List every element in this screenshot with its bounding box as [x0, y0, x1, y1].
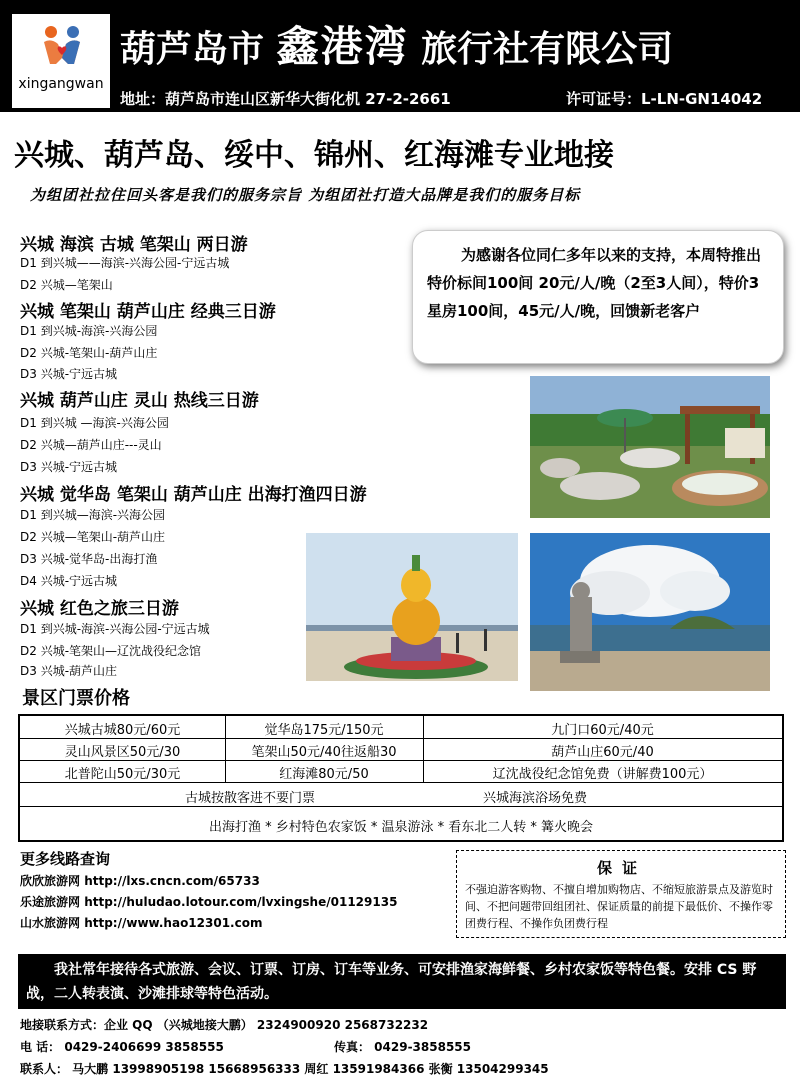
more-routes-title: 更多线路查询 — [20, 850, 111, 868]
route-day: D1 到兴城-海滨-兴海公园 — [20, 324, 158, 338]
route-title-2: 兴城 笔架山 葫芦山庄 经典三日游 — [20, 302, 276, 322]
garden-photo — [530, 376, 770, 518]
promo-box — [412, 230, 784, 364]
route-title-5: 兴城 红色之旅三日游 — [20, 599, 179, 619]
slogan: 为组团社拉住回头客是我们的服务宗旨 为组团社打造大品牌是我们的服务目标 — [30, 186, 581, 204]
table-cell: 觉华岛175元/150元 — [264, 723, 384, 738]
site-name: 欣欣旅游网 — [20, 874, 81, 888]
guarantee-text: 不强迫游客购物、不擅自增加购物店、不缩短旅游景点及游览时间、不把问题带回组团社、保证质量的前提下最低价、不操作零团费行程、不操作负团费行程 — [465, 883, 773, 930]
logo-text: xingangwan — [18, 76, 104, 92]
route-day: D2 兴城—笔架山 — [20, 278, 113, 292]
site-name: 山水旅游网 — [20, 916, 81, 930]
table-cell: 九门口60元/40元 — [551, 723, 654, 738]
site-url: http://lxs.cncn.com/65733 — [84, 874, 260, 888]
table-cell: 辽沈战役纪念馆免费（讲解费100元） — [492, 767, 713, 782]
site-link-shanshui[interactable] — [20, 914, 262, 931]
company-name — [120, 14, 790, 76]
services-text: 我社常年接待各式旅游、会议、订票、订房、订车等业务、可安排渔家海鲜餐、乡村农家饭等特色餐。安排 CS 野战，二人转表演、沙滩排球等特色活动。 — [26, 962, 757, 1002]
route-day: D3 兴城-宁远古城 — [20, 367, 118, 381]
contact-qq: 地接联系方式：企业 QQ （兴城地接大鹏） 2324900920 2568732232 — [20, 1018, 429, 1032]
page-headline: 兴城、葫芦岛、绥中、锦州、红海滩专业地接 — [14, 138, 614, 173]
contact-fax: 传真： 0429-3858555 — [334, 1040, 472, 1054]
route-day: D1 到兴城——海滨-兴海公园-宁远古城 — [20, 256, 230, 270]
ticket-price-table — [18, 714, 784, 842]
table-cell: 北普陀山50元/30元 — [64, 767, 181, 782]
promo-text: 为感谢各位同仁多年以来的支持，本周特推出特价标间100间 20元/人/晚（2至3人间），特价3星房100间，45元/人/晚，回馈新老客户 — [427, 246, 762, 320]
route-day: D2 兴城—笔架山-葫芦山庄 — [20, 530, 166, 544]
table-cell: 红海滩80元/50 — [279, 767, 369, 782]
route-day: D2 兴城-笔架山-葫芦山庄 — [20, 346, 158, 360]
route-day: D1 到兴城—海滨-兴海公园 — [20, 508, 166, 522]
route-day: D4 兴城-宁远古城 — [20, 574, 118, 588]
gourd-sculpture-photo — [306, 533, 518, 681]
route-title-3: 兴城 葫芦山庄 灵山 热线三日游 — [20, 391, 259, 411]
company-brand: 鑫港湾 — [276, 22, 409, 71]
route-day: D1 到兴城-海滨-兴海公园-宁远古城 — [20, 622, 210, 636]
route-day: D2 兴城-笔架山—辽沈战役纪念馆 — [20, 644, 202, 658]
table-cell: 笔架山50元/40往返船30 — [251, 745, 397, 760]
activities-list: 出海打渔 * 乡村特色农家饭 * 温泉游泳 * 看东北二人转 * 篝火晚会 — [208, 820, 594, 835]
ticket-note-right: 兴城海滨浴场免费 — [482, 791, 587, 806]
route-day: D3 兴城-宁远古城 — [20, 460, 118, 474]
site-link-xinxin[interactable] — [20, 872, 260, 889]
route-day: D3 兴城-葫芦山庄 — [20, 664, 118, 678]
table-cell: 葫芦山庄60元/40 — [551, 745, 654, 760]
table-cell: 兴城古城80元/60元 — [64, 723, 181, 738]
route-day: D3 兴城-觉华岛-出海打渔 — [20, 552, 158, 566]
family-logo-icon — [38, 24, 86, 72]
site-url: http://huludao.lotour.com/lvxingshe/01129135 — [84, 895, 398, 909]
seaside-statue-photo — [530, 533, 770, 691]
guarantee-title: 保证 — [596, 859, 647, 877]
ticket-note-left: 古城按散客进不要门票 — [184, 791, 315, 806]
contact-people: 联系人： 马大鹏 13998905198 15668956333 周红 13591984366 张衡 13504299345 — [20, 1062, 549, 1076]
header-banner — [0, 0, 800, 112]
company-logo — [12, 14, 110, 108]
ticket-section-title: 景区门票价格 — [22, 688, 130, 709]
company-suffix: 旅行社有限公司 — [421, 28, 674, 70]
table-cell: 灵山风景区50元/30 — [64, 745, 181, 760]
services-banner — [18, 954, 786, 1009]
route-day: D2 兴城—葫芦山庄---灵山 — [20, 438, 162, 452]
contact-phone: 电 话： 0429-2406699 3858555 — [20, 1040, 224, 1054]
route-title-4: 兴城 觉华岛 笔架山 葫芦山庄 出海打渔四日游 — [20, 485, 367, 505]
guarantee-box — [456, 850, 786, 938]
route-title-1: 兴城 海滨 古城 笔架山 两日游 — [20, 235, 248, 255]
site-url: http://www.hao12301.com — [84, 916, 263, 930]
company-address: 地址：葫芦岛市连山区新华大街化机 27-2-2661 — [120, 90, 451, 108]
route-day: D1 到兴城 —海滨-兴海公园 — [20, 416, 169, 430]
site-link-letu[interactable] — [20, 893, 397, 910]
license-number: 许可证号：L-LN-GN14042 — [566, 90, 763, 108]
site-name: 乐途旅游网 — [20, 895, 81, 909]
company-prefix: 葫芦岛市 — [120, 28, 265, 70]
